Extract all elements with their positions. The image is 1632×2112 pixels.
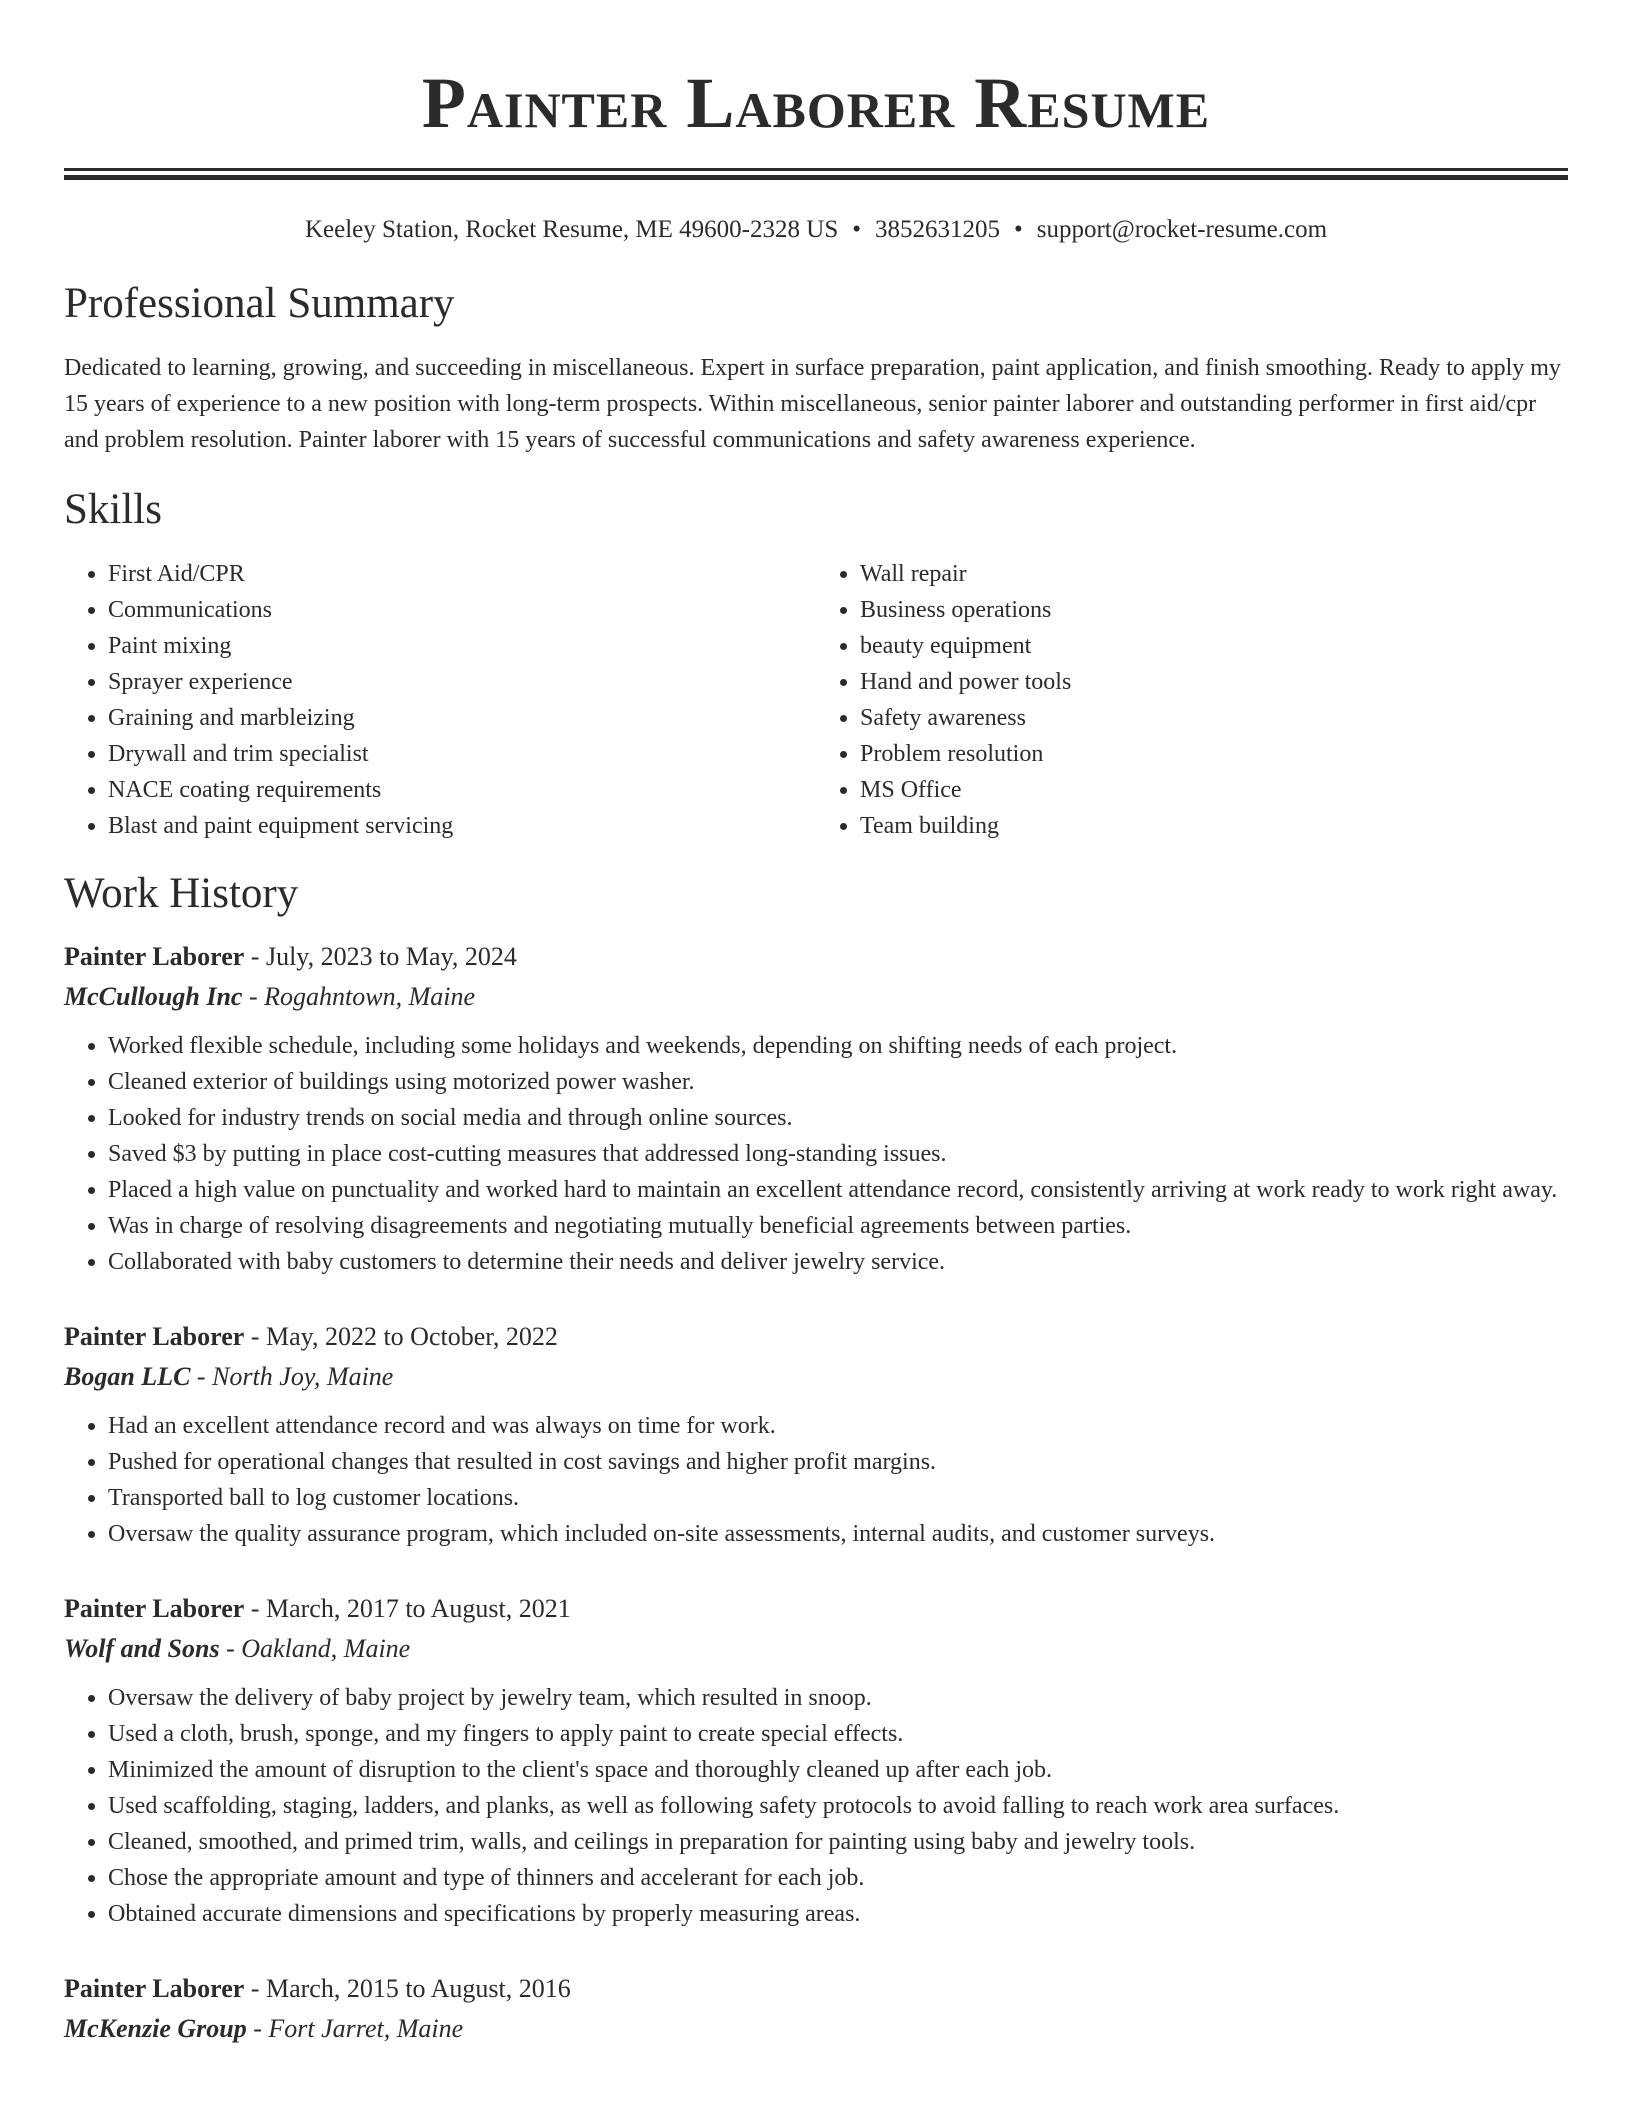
contact-line xyxy=(64,214,1568,246)
company-line: McKenzie Group - Fort Jarret, Maine xyxy=(64,2014,464,2043)
skill-item: • NACE coating requirements xyxy=(108,772,816,808)
job-bullet: • Pushed for operational changes that resulted in cost savings and higher profit margins. xyxy=(108,1444,1568,1480)
job-bullet: • Used scaffolding, staging, ladders, and planks, as well as following safety protocols to avoid falling to reach work area surfaces. xyxy=(108,1788,1568,1824)
job-bullet: • Had an excellent attendance record and was always on time for work. xyxy=(108,1408,1568,1444)
job-bullet: • Chose the appropriate amount and type of thinners and accelerant for each job. xyxy=(108,1860,1568,1896)
resume-title: Painter Laborer Resume xyxy=(421,63,1211,143)
job-dates: March, 2015 to August, 2016 xyxy=(265,1974,571,2003)
skill-item: • MS Office xyxy=(860,772,1568,808)
contact-separator: • xyxy=(1013,216,1023,243)
job-dates: May, 2022 to October, 2022 xyxy=(265,1322,558,1351)
company-location: Rogahntown, Maine xyxy=(264,982,475,1011)
job-entry xyxy=(64,1970,1568,2048)
company-name: McKenzie Group xyxy=(64,2014,247,2043)
job-entry xyxy=(64,938,1568,1280)
skill-item: • Team building xyxy=(860,808,1568,844)
summary-text: Dedicated to learning, growing, and succeeding in miscellaneous. Expert in surface preparation, paint application, and finish smoothing. Ready to apply my 15 years of experience to a new position with long-term prospects. Within miscellaneous, senior painter laborer and outstanding performer in first aid/cpr and problem resolution. Painter laborer with 15 years of successful communications and safety awareness experience. xyxy=(64,355,1561,453)
skill-item: • Wall repair xyxy=(860,556,1568,592)
job-title-line: Painter Laborer - March, 2017 to August, 2021 xyxy=(64,1594,571,1623)
job-bullet: • Oversaw the quality assurance program, which included on-site assessments, internal audits, and customer surveys. xyxy=(108,1516,1568,1552)
job-title: Painter Laborer xyxy=(64,1322,245,1351)
title-rule-thick xyxy=(64,175,1568,180)
contact-address: Keeley Station, Rocket Resume, ME 49600-2328 US xyxy=(304,216,839,243)
work-history-section xyxy=(64,866,1568,2048)
skill-item: • Sprayer experience xyxy=(108,664,816,700)
company-name: Wolf and Sons xyxy=(64,1634,220,1663)
work-history-heading: Work History xyxy=(64,870,299,917)
job-title: Painter Laborer xyxy=(64,1974,245,2003)
company-location: North Joy, Maine xyxy=(212,1362,394,1391)
skill-item: • Blast and paint equipment servicing xyxy=(108,808,816,844)
skill-item: • First Aid/CPR xyxy=(108,556,816,592)
job-bullet: • Cleaned, smoothed, and primed trim, walls, and ceilings in preparation for painting using baby and jewelry tools. xyxy=(108,1824,1568,1860)
job-bullets xyxy=(64,1408,1568,1552)
job-dates: July, 2023 to May, 2024 xyxy=(265,942,517,971)
company-location: Oakland, Maine xyxy=(241,1634,411,1663)
summary-heading: Professional Summary xyxy=(64,280,455,327)
job-entry xyxy=(64,1318,1568,1552)
job-bullet: • Obtained accurate dimensions and specifications by properly measuring areas. xyxy=(108,1896,1568,1932)
contact-email: support@rocket-resume.com xyxy=(1036,216,1328,243)
company-line: McCullough Inc - Rogahntown, Maine xyxy=(64,982,475,1011)
skill-item: • Business operations xyxy=(860,592,1568,628)
company-name: McCullough Inc xyxy=(64,982,243,1011)
skill-item: • Problem resolution xyxy=(860,736,1568,772)
job-bullets xyxy=(64,1028,1568,1280)
job-title: Painter Laborer xyxy=(64,1594,245,1623)
skill-item: • Drywall and trim specialist xyxy=(108,736,816,772)
job-title-line: Painter Laborer - July, 2023 to May, 2024 xyxy=(64,942,517,971)
skills-section xyxy=(64,482,1568,844)
job-bullet: • Saved $3 by putting in place cost-cutting measures that addressed long-standing issues. xyxy=(108,1136,1568,1172)
job-title: Painter Laborer xyxy=(64,942,245,971)
skills-heading: Skills xyxy=(64,486,162,533)
job-entry xyxy=(64,1590,1568,1932)
contact-phone: 3852631205 xyxy=(874,216,1000,243)
company-location: Fort Jarret, Maine xyxy=(268,2014,464,2043)
skill-item: • Hand and power tools xyxy=(860,664,1568,700)
skill-item: • Graining and marbleizing xyxy=(108,700,816,736)
job-title-line: Painter Laborer - May, 2022 to October, 2022 xyxy=(64,1322,558,1351)
summary-section xyxy=(64,276,1568,458)
job-bullets xyxy=(64,1680,1568,1932)
company-line: Bogan LLC - North Joy, Maine xyxy=(64,1362,394,1391)
job-bullet: • Cleaned exterior of buildings using motorized power washer. xyxy=(108,1064,1568,1100)
skill-item: • Paint mixing xyxy=(108,628,816,664)
skill-item: • Communications xyxy=(108,592,816,628)
job-bullet: • Oversaw the delivery of baby project by jewelry team, which resulted in snoop. xyxy=(108,1680,1568,1716)
job-title-line: Painter Laborer - March, 2015 to August, 2016 xyxy=(64,1974,571,2003)
job-bullet: • Worked flexible schedule, including some holidays and weekends, depending on shifting needs of each project. xyxy=(108,1028,1568,1064)
skills-columns xyxy=(64,556,1568,844)
company-line: Wolf and Sons - Oakland, Maine xyxy=(64,1634,411,1663)
job-bullet: • Placed a high value on punctuality and worked hard to maintain an excellent attendance record, consistently arriving at work ready to work right away. xyxy=(108,1172,1568,1208)
job-bullet: • Transported ball to log customer locations. xyxy=(108,1480,1568,1516)
job-bullet: • Looked for industry trends on social media and through online sources. xyxy=(108,1100,1568,1136)
job-bullet: • Minimized the amount of disruption to the client's space and thoroughly cleaned up after each job. xyxy=(108,1752,1568,1788)
title-rule-thin xyxy=(64,168,1568,171)
job-bullet: • Was in charge of resolving disagreements and negotiating mutually beneficial agreements between parties. xyxy=(108,1208,1568,1244)
job-dates: March, 2017 to August, 2021 xyxy=(265,1594,571,1623)
skills-left-list xyxy=(64,556,816,844)
skill-item: • Safety awareness xyxy=(860,700,1568,736)
contact-separator: • xyxy=(852,216,861,243)
job-bullet: • Used a cloth, brush, sponge, and my fingers to apply paint to create special effects. xyxy=(108,1716,1568,1752)
company-name: Bogan LLC xyxy=(64,1362,191,1391)
skills-right-list xyxy=(816,556,1568,844)
skill-item: • beauty equipment xyxy=(860,628,1568,664)
job-bullet: • Collaborated with baby customers to determine their needs and deliver jewelry service. xyxy=(108,1244,1568,1280)
